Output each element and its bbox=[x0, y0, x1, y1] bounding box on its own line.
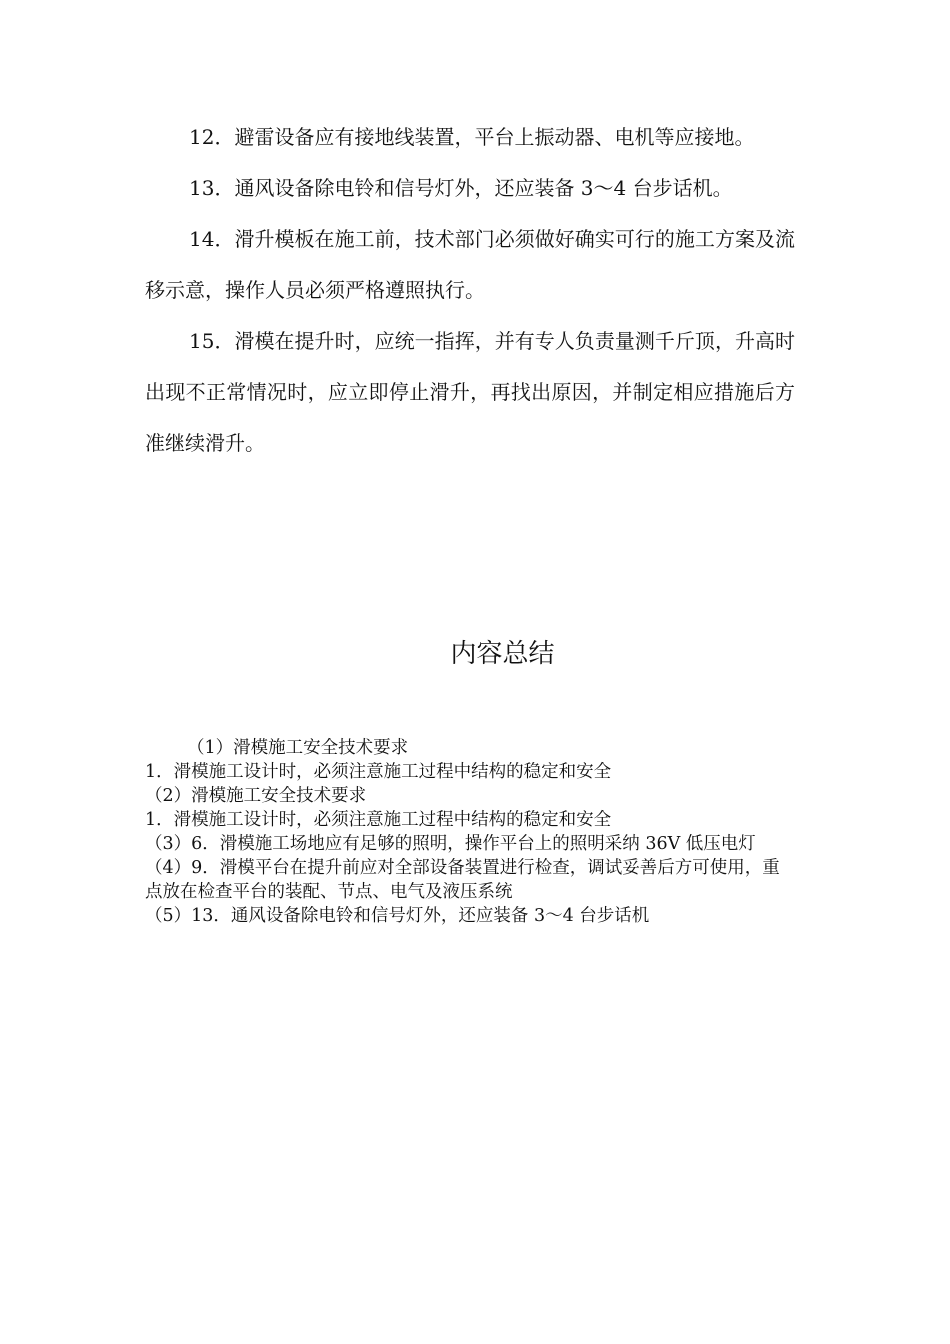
summary-line: （5）13．通风设备除电铃和信号灯外，还应装备 3～4 台步话机 bbox=[145, 906, 650, 926]
paragraph-14: 14．滑升模板在施工前，技术部门必须做好确实可行的施工方案及流移示意，操作人员必须严格遵照执行。 bbox=[145, 227, 795, 302]
body-text bbox=[145, 112, 795, 469]
paragraph-13: 13．通风设备除电铃和信号灯外，还应装备 3～4 台步话机。 bbox=[189, 176, 733, 200]
summary-line: （4）9．滑模平台在提升前应对全部设备装置进行检查，调试妥善后方可使用，重点放在检查平台的装配、节点、电气及液压系统 bbox=[145, 858, 780, 902]
summary-title: 内容总结 bbox=[450, 639, 555, 669]
summary-line: （2）滑模施工安全技术要求 bbox=[145, 786, 367, 806]
paragraph-15: 15．滑模在提升时，应统一指挥，并有专人负责量测千斤顶，升高时出现不正常情况时，应立即停止滑升，再找出原因，并制定相应措施后方准继续滑升。 bbox=[145, 329, 795, 455]
paragraph-12: 12．避雷设备应有接地线装置，平台上振动器、电机等应接地。 bbox=[189, 125, 755, 149]
summary-line: 1．滑模施工设计时，必须注意施工过程中结构的稳定和安全 bbox=[145, 762, 612, 782]
summary-line: （3）6．滑模施工场地应有足够的照明，操作平台上的照明采纳 36V 低压电灯 bbox=[145, 834, 756, 854]
summary-list bbox=[145, 736, 795, 928]
summary-line: （1）滑模施工安全技术要求 bbox=[187, 738, 409, 758]
summary-line: 1．滑模施工设计时，必须注意施工过程中结构的稳定和安全 bbox=[145, 810, 612, 830]
